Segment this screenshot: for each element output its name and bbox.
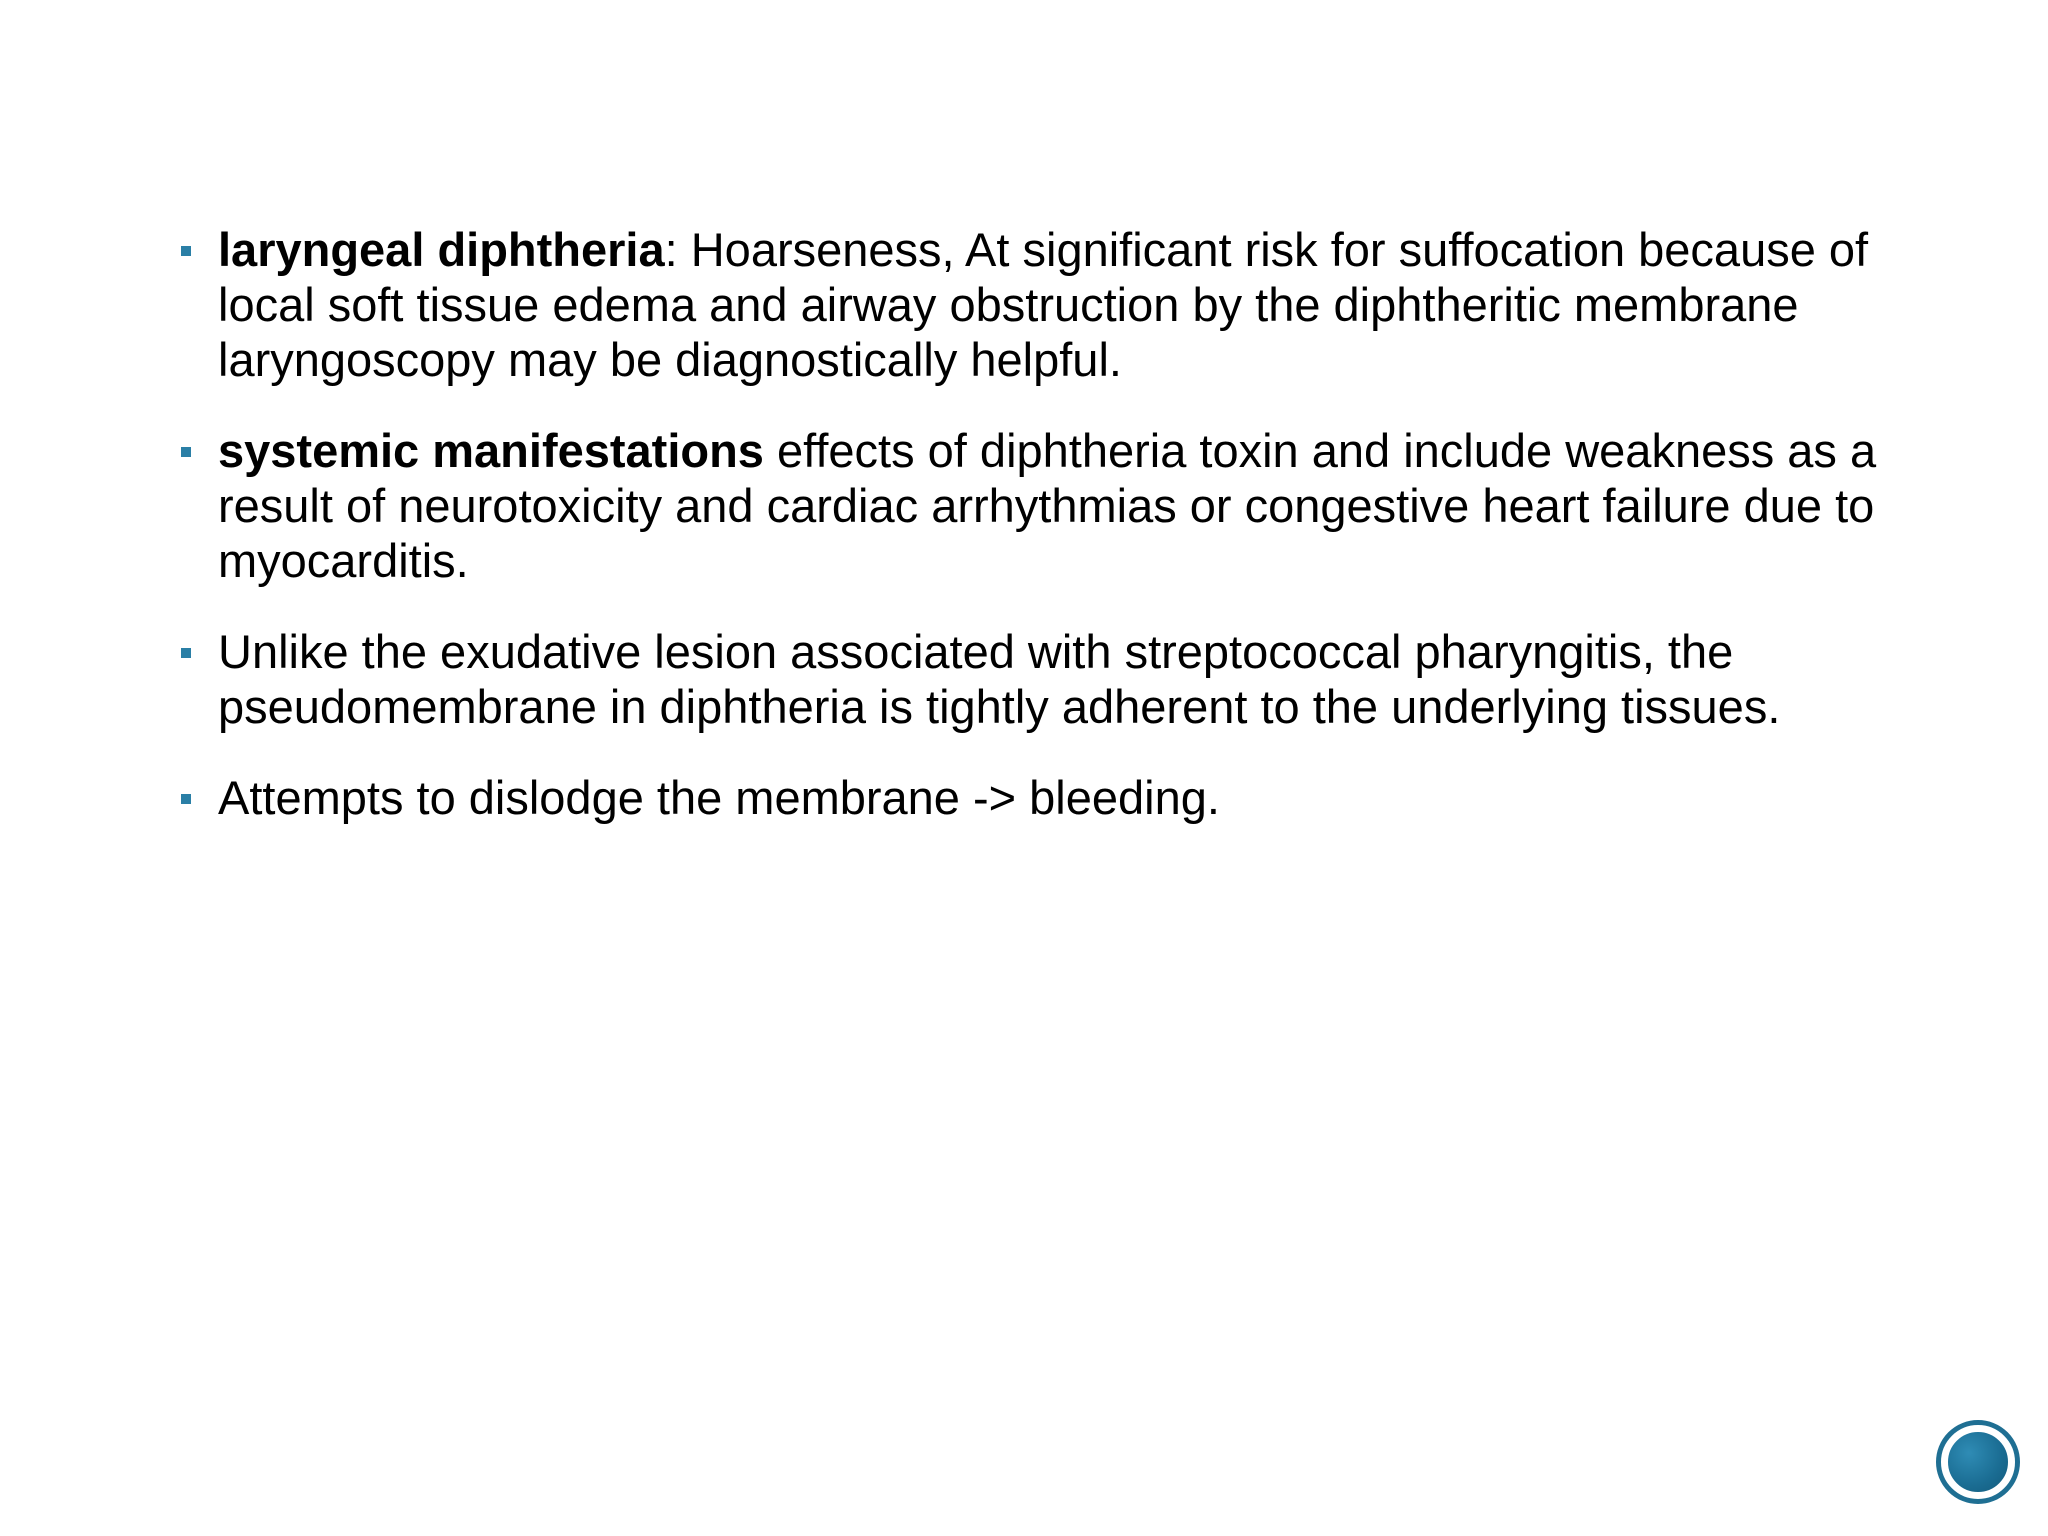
bullet-item-dislodge xyxy=(178,770,1918,825)
bullet-heading: systemic manifestations xyxy=(218,424,764,477)
bullet-text: Unlike the exudative lesion associated with streptococcal pharyngitis, the pseudomembrane in diphtheria is tightly adherent to the underlying tissues. xyxy=(218,625,1781,733)
circle-badge-icon xyxy=(1936,1420,2020,1504)
bullet-text: Attempts to dislodge the membrane -> bleeding. xyxy=(218,771,1220,824)
square-bullet-icon xyxy=(181,648,191,658)
square-bullet-icon xyxy=(181,246,191,256)
square-bullet-icon xyxy=(181,794,191,804)
bullet-list xyxy=(178,222,1918,861)
square-bullet-icon xyxy=(181,447,191,457)
bullet-text: effects of diphtheria toxin and include weakness as a result of neurotoxicity and cardiac arrhythmias or congestive heart failure due to myocarditis. xyxy=(218,424,1877,587)
bullet-item-pseudomembrane xyxy=(178,624,1918,734)
badge-inner xyxy=(1946,1430,2010,1494)
bullet-item-systemic xyxy=(178,423,1918,588)
bullet-text: : Hoarseness, At significant risk for suffocation because of local soft tissue edema and airway obstruction by the diphtheritic membrane laryngoscopy may be diagnostically helpful. xyxy=(218,223,1869,386)
bullet-heading: laryngeal diphtheria xyxy=(218,223,665,276)
bullet-item-laryngeal xyxy=(178,222,1918,387)
